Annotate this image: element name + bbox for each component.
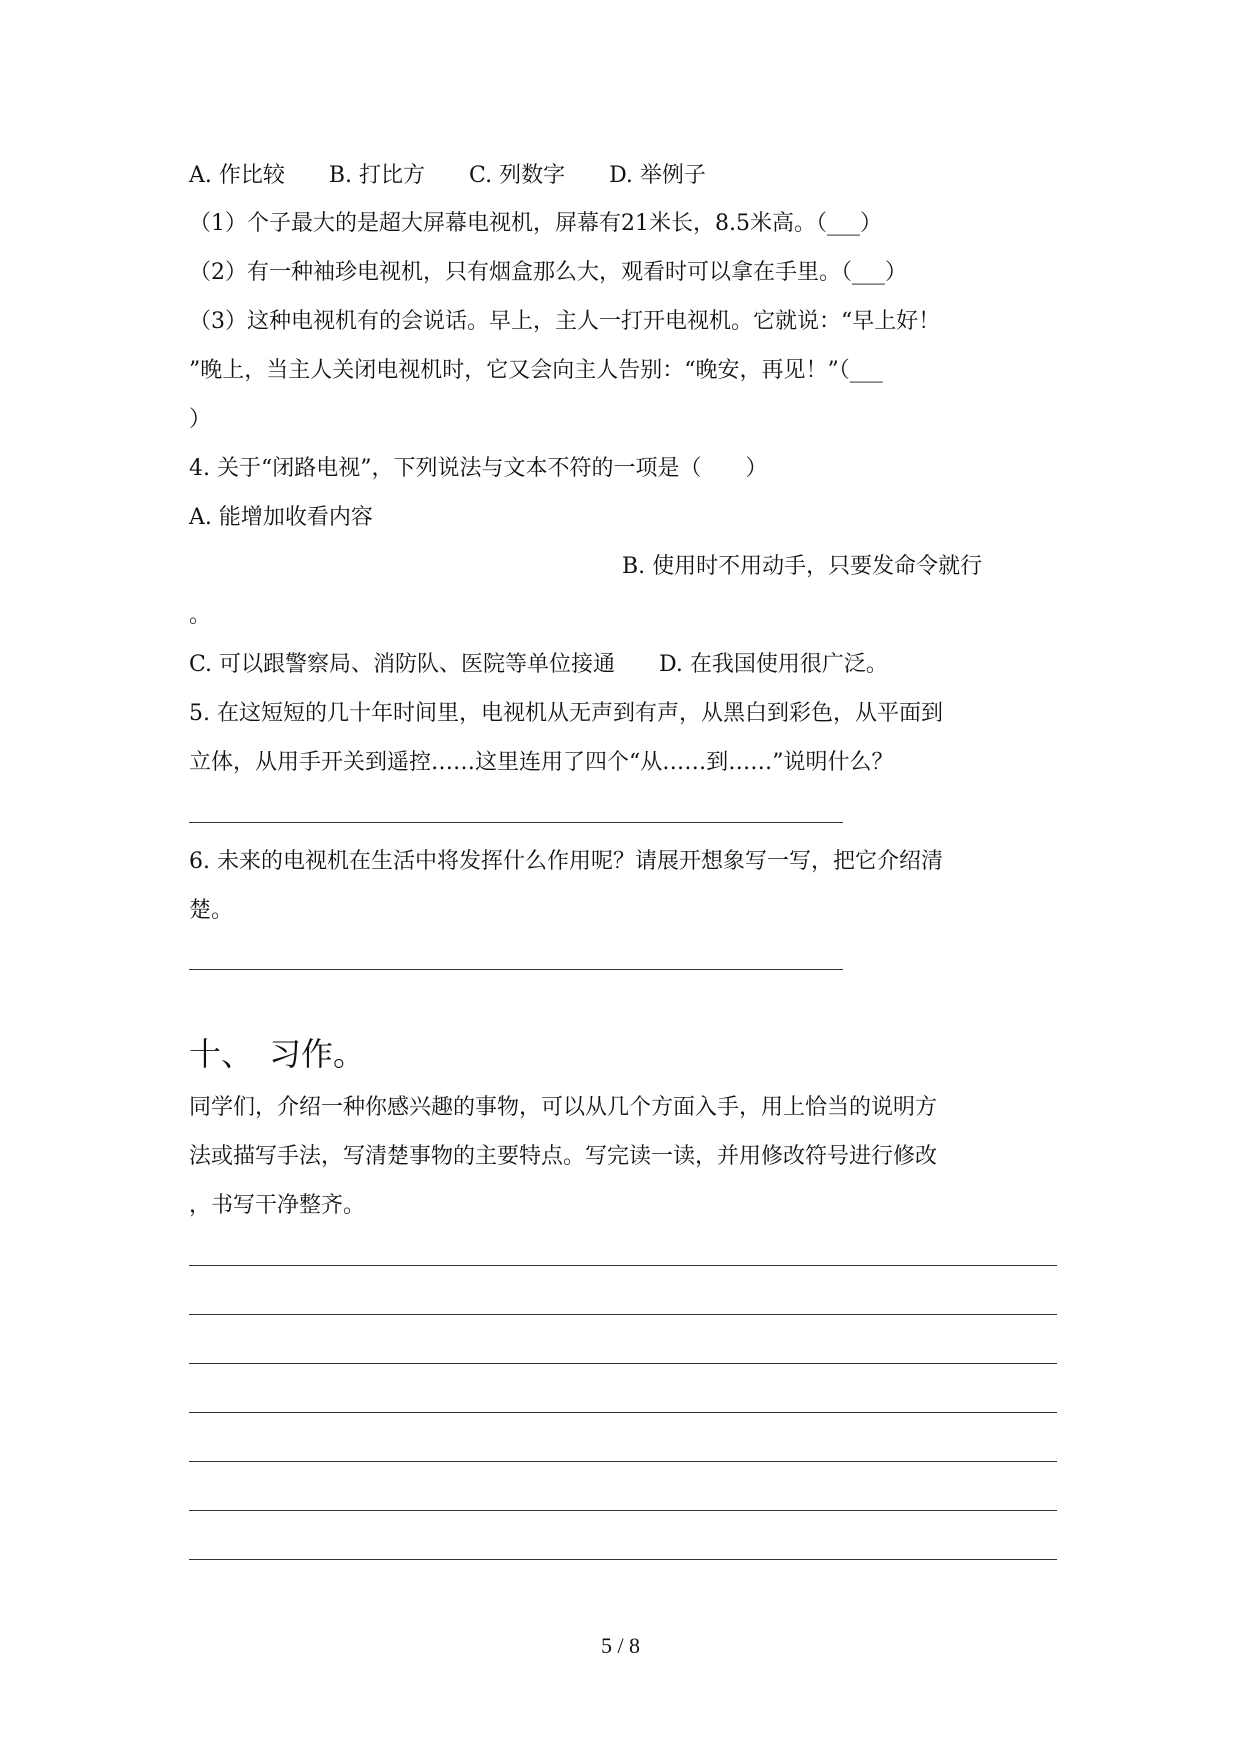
q6-line-1: 6. 未来的电视机在生活中将发挥什么作用呢？请展开想象写一写，把它介绍清 bbox=[189, 849, 943, 874]
section-10-heading: 十、 习作。 bbox=[189, 1035, 366, 1073]
q3-item-1: （1）个子最大的是超大屏幕电视机，屏幕有21米长，8.5米高。（___） bbox=[189, 211, 882, 236]
writing-line bbox=[189, 1314, 1057, 1315]
q3-item-2: （2）有一种袖珍电视机，只有烟盒那么大，观看时可以拿在手里。（___） bbox=[189, 260, 907, 285]
q5-line-2: 立体，从用手开关到遥控……这里连用了四个“从……到……”说明什么？ bbox=[189, 750, 894, 775]
section-10-para-line-2: 法或描写手法，写清楚事物的主要特点。写完读一读，并用修改符号进行修改 bbox=[189, 1144, 938, 1169]
writing-line bbox=[189, 1412, 1057, 1413]
q4-stem: 4. 关于“闭路电视”，下列说法与文本不符的一项是（ ） bbox=[189, 456, 768, 481]
writing-line bbox=[189, 1265, 1057, 1266]
q4-option-a: A. 能增加收看内容 bbox=[189, 505, 373, 530]
writing-line bbox=[189, 1510, 1057, 1511]
section-10-para-line-3: ，书写干净整齐。 bbox=[189, 1193, 366, 1218]
q6-answer-line bbox=[189, 969, 843, 970]
writing-line bbox=[189, 1363, 1057, 1364]
q4-option-c-d: C. 可以跟警察局、消防队、医院等单位接通 D. 在我国使用很广泛。 bbox=[189, 652, 888, 677]
q3-item-3-line-2: ”晚上，当主人关闭电视机时，它又会向主人告别：“晚安，再见！”（___ bbox=[189, 358, 883, 383]
page-number: 5 / 8 bbox=[600, 1633, 641, 1658]
q4-option-b: B. 使用时不用动手，只要发命令就行 bbox=[622, 554, 983, 579]
q3-item-3-line-3: ） bbox=[189, 407, 212, 432]
options-line: A. 作比较 B. 打比方 C. 列数字 D. 举例子 bbox=[189, 163, 706, 188]
q5-answer-line bbox=[189, 822, 843, 823]
writing-line bbox=[189, 1559, 1057, 1560]
q5-line-1: 5. 在这短短的几十年时间里，电视机从无声到有声，从黑白到彩色，从平面到 bbox=[189, 701, 943, 726]
q4-option-b-tail: 。 bbox=[189, 603, 212, 628]
section-10-para-line-1: 同学们，介绍一种你感兴趣的事物，可以从几个方面入手，用上恰当的说明方 bbox=[189, 1095, 938, 1120]
q3-item-3-line-1: （3）这种电视机有的会说话。早上，主人一打开电视机。它就说：“早上好！ bbox=[189, 309, 941, 334]
q6-line-2: 楚。 bbox=[189, 898, 234, 923]
writing-line bbox=[189, 1461, 1057, 1462]
